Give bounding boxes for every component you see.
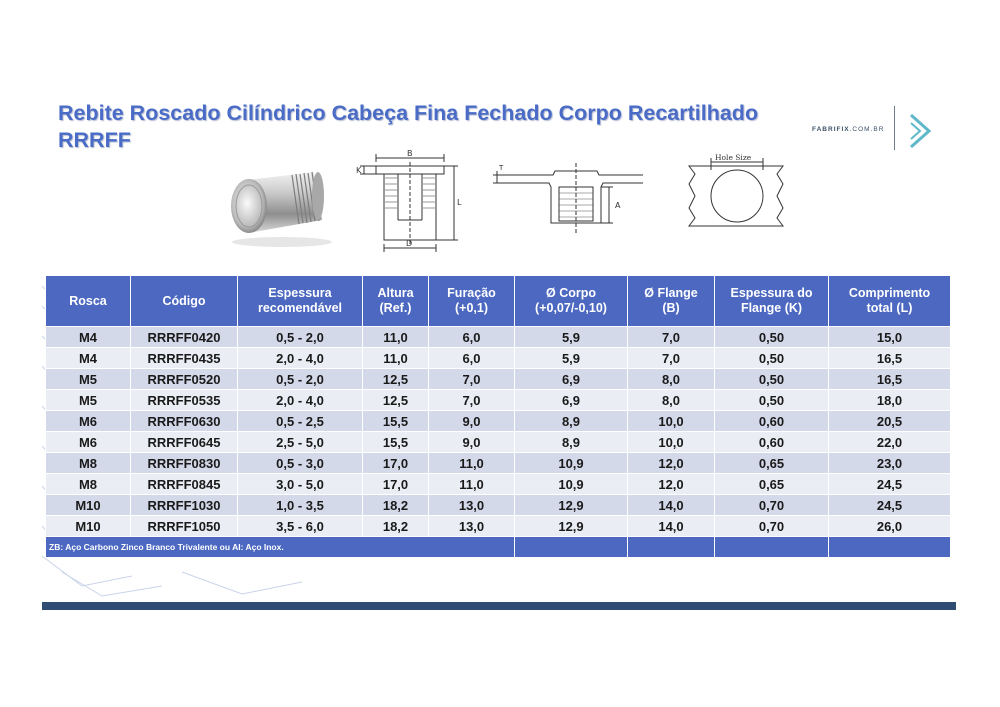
table-cell: 13,0: [429, 516, 515, 537]
table-cell: RRRFF0645: [131, 432, 238, 453]
table-cell: 7,0: [429, 390, 515, 411]
table-cell: 12,0: [628, 474, 715, 495]
table-cell: 9,0: [429, 432, 515, 453]
table-cell: 3,5 - 6,0: [238, 516, 363, 537]
table-cell: 6,0: [429, 348, 515, 369]
table-cell: 0,50: [715, 348, 829, 369]
table-cell: RRRFF0420: [131, 327, 238, 348]
table-cell: 0,50: [715, 369, 829, 390]
dim-label-t: T: [499, 164, 504, 172]
title-line-1: Rebite Roscado Cilíndrico Cabeça Fina Fechado Corpo Recartilhado: [58, 101, 759, 125]
column-header: [46, 276, 131, 327]
table-cell: 26,0: [829, 516, 951, 537]
table-cell: RRRFF1030: [131, 495, 238, 516]
table-cell: RRRFF0435: [131, 348, 238, 369]
table-row: [46, 411, 951, 432]
table-cell: 5,9: [515, 348, 628, 369]
header-text: Espessura do: [730, 286, 813, 300]
header-subtext: (Ref.): [379, 301, 412, 315]
header-text: Rosca: [69, 293, 107, 308]
table-cell: 0,65: [715, 453, 829, 474]
brand-name: FABRIFIX: [812, 126, 850, 133]
column-header: [829, 276, 951, 327]
dim-label-hole-size: Hole Size: [715, 153, 752, 162]
table-cell: RRRFF0520: [131, 369, 238, 390]
table-cell: 7,0: [628, 348, 715, 369]
table-row: [46, 369, 951, 390]
table-cell: 1,0 - 3,5: [238, 495, 363, 516]
table-cell: 6,9: [515, 390, 628, 411]
table-cell: M5: [46, 390, 131, 411]
table-cell: 16,5: [829, 348, 951, 369]
table-cell: 23,0: [829, 453, 951, 474]
table-cell: 2,5 - 5,0: [238, 432, 363, 453]
table-cell: 18,2: [363, 516, 429, 537]
table-cell: 10,9: [515, 453, 628, 474]
material-footnote: ZB: Aço Carbono Zinco Branco Trivalente ou AI: Aço Inox.: [46, 537, 515, 558]
column-header: [363, 276, 429, 327]
specification-table: [45, 275, 951, 558]
header-subtext: recomendável: [257, 301, 343, 315]
table-cell: 0,50: [715, 327, 829, 348]
table-cell: 8,9: [515, 411, 628, 432]
table-cell: 11,0: [363, 327, 429, 348]
hole-size-diagram: [683, 152, 793, 232]
table-cell: 17,0: [363, 453, 429, 474]
bottom-bar: [42, 602, 956, 610]
header-text: Comprimento: [848, 286, 931, 300]
table-cell: 8,0: [628, 390, 715, 411]
column-header: [715, 276, 829, 327]
header-text: Espessura: [268, 286, 332, 300]
footer-cell: [715, 537, 829, 558]
table-cell: M4: [46, 327, 131, 348]
table-cell: RRRFF0845: [131, 474, 238, 495]
table-cell: 24,5: [829, 495, 951, 516]
table-cell: 17,0: [363, 474, 429, 495]
table-cell: RRRFF0830: [131, 453, 238, 474]
brand-text: [812, 126, 884, 133]
table-cell: RRRFF0630: [131, 411, 238, 432]
dim-label-b: B: [407, 149, 413, 158]
header-text: Furação: [447, 286, 496, 300]
header-subtext: (B): [662, 301, 680, 315]
column-header: [429, 276, 515, 327]
table-cell: 0,70: [715, 516, 829, 537]
header-subtext: (+0,07/-0,10): [535, 301, 607, 315]
table-cell: 5,9: [515, 327, 628, 348]
table-cell: 8,0: [628, 369, 715, 390]
table-row: [46, 348, 951, 369]
table-cell: 3,0 - 5,0: [238, 474, 363, 495]
table-cell: 24,5: [829, 474, 951, 495]
page-title: [58, 100, 818, 154]
brand-logo: [812, 104, 952, 152]
column-header: [515, 276, 628, 327]
table-cell: 14,0: [628, 495, 715, 516]
table-cell: 0,5 - 2,0: [238, 369, 363, 390]
table-cell: 15,5: [363, 411, 429, 432]
rivet-cross-section-diagram: [356, 148, 476, 254]
header-subtext: (+0,1): [454, 301, 488, 315]
table-cell: 13,0: [429, 495, 515, 516]
brand-divider: [894, 106, 895, 150]
table-cell: 16,5: [829, 369, 951, 390]
table-footer-row: [46, 537, 951, 558]
table-cell: RRRFF0535: [131, 390, 238, 411]
table-cell: M5: [46, 369, 131, 390]
table-cell: 0,60: [715, 411, 829, 432]
table-cell: 15,0: [829, 327, 951, 348]
table-cell: 10,9: [515, 474, 628, 495]
table-row: [46, 432, 951, 453]
table-cell: 10,0: [628, 432, 715, 453]
table-cell: 12,9: [515, 495, 628, 516]
table-cell: 0,5 - 3,0: [238, 453, 363, 474]
fabrifix-mark-icon: [908, 114, 934, 148]
table-row: [46, 474, 951, 495]
table-row: [46, 327, 951, 348]
dim-label-d: D: [406, 239, 413, 248]
dim-label-a: A: [615, 201, 621, 210]
table-cell: 18,0: [829, 390, 951, 411]
table-row: [46, 495, 951, 516]
rivet-nut-photo: [222, 158, 342, 250]
table-cell: 20,5: [829, 411, 951, 432]
table-cell: 14,0: [628, 516, 715, 537]
table-row: [46, 453, 951, 474]
table-cell: 12,9: [515, 516, 628, 537]
header-text: Altura: [377, 286, 414, 300]
table-cell: 0,65: [715, 474, 829, 495]
table-cell: 9,0: [429, 411, 515, 432]
header-text: Ø Flange: [644, 286, 698, 300]
table-cell: RRRFF1050: [131, 516, 238, 537]
column-header: [131, 276, 238, 327]
dim-label-k: K: [356, 166, 362, 175]
table-cell: 0,60: [715, 432, 829, 453]
table-body: [46, 327, 951, 537]
table-cell: 10,0: [628, 411, 715, 432]
table-cell: M8: [46, 474, 131, 495]
table-cell: M10: [46, 495, 131, 516]
table-cell: 7,0: [628, 327, 715, 348]
table-cell: 11,0: [363, 348, 429, 369]
table-cell: 12,0: [628, 453, 715, 474]
table-cell: 18,2: [363, 495, 429, 516]
table-cell: 11,0: [429, 453, 515, 474]
column-header: [628, 276, 715, 327]
table-cell: M10: [46, 516, 131, 537]
table-cell: M6: [46, 432, 131, 453]
table-cell: 6,0: [429, 327, 515, 348]
table-row: [46, 390, 951, 411]
table-cell: 7,0: [429, 369, 515, 390]
table-cell: 12,5: [363, 390, 429, 411]
table-cell: 2,0 - 4,0: [238, 348, 363, 369]
table-cell: 0,70: [715, 495, 829, 516]
table-cell: 22,0: [829, 432, 951, 453]
footer-cell: [628, 537, 715, 558]
title-line-2: RRRFF: [58, 128, 131, 152]
brand-suffix: .COM.BR: [849, 126, 885, 133]
table-cell: M8: [46, 453, 131, 474]
table-cell: 2,0 - 4,0: [238, 390, 363, 411]
table-cell: 15,5: [363, 432, 429, 453]
table-cell: M6: [46, 411, 131, 432]
header-subtext: total (L): [866, 301, 913, 315]
dim-label-l: L: [457, 198, 462, 207]
footer-cell: [515, 537, 628, 558]
table-row: [46, 516, 951, 537]
header-text: Ø Corpo: [546, 286, 596, 300]
header-subtext: Flange (K): [740, 301, 803, 315]
installed-rivet-diagram: [493, 161, 653, 237]
table-cell: M4: [46, 348, 131, 369]
table-cell: 8,9: [515, 432, 628, 453]
header-text: Código: [162, 293, 206, 308]
table-cell: 12,5: [363, 369, 429, 390]
table-cell: 0,5 - 2,5: [238, 411, 363, 432]
table-header-row: [46, 276, 951, 327]
footer-cell: [829, 537, 951, 558]
column-header: [238, 276, 363, 327]
table-cell: 0,50: [715, 390, 829, 411]
table-cell: 0,5 - 2,0: [238, 327, 363, 348]
table-cell: 11,0: [429, 474, 515, 495]
table-cell: 6,9: [515, 369, 628, 390]
